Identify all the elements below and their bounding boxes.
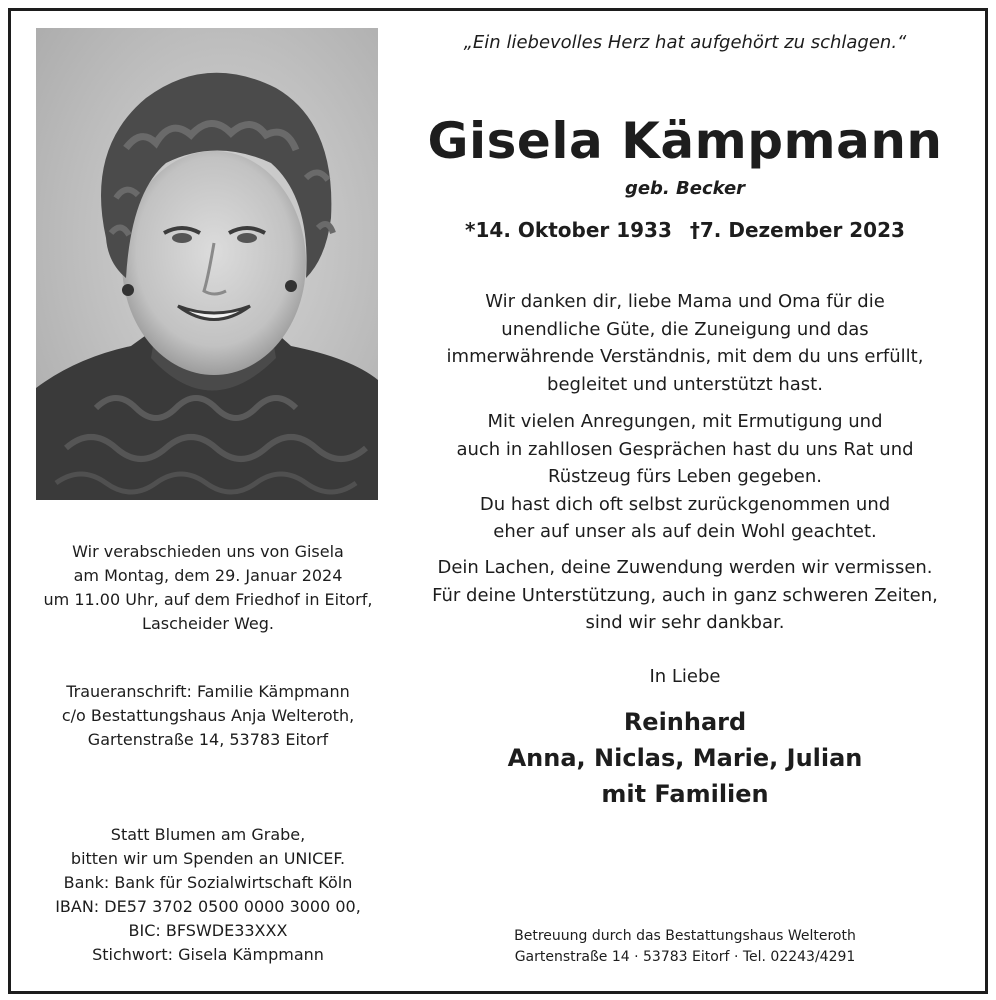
message-paragraph-3 bbox=[418, 554, 952, 637]
message-line: unendliche Güte, die Zuneigung und das bbox=[501, 318, 869, 340]
message-line: auch in zahllosen Gesprächen hast du uns Rat und bbox=[456, 438, 914, 460]
message-paragraph-1 bbox=[418, 288, 952, 398]
donation-line: Statt Blumen am Grabe, bbox=[110, 825, 306, 844]
message-line: Mit vielen Anregungen, mit Ermutigung und bbox=[487, 411, 883, 432]
funeral-line: Lascheider Weg. bbox=[142, 614, 274, 633]
message-line: sind wir sehr dankbar. bbox=[585, 612, 785, 633]
footer-line: Betreuung durch das Bestattungshaus Welteroth bbox=[514, 928, 856, 944]
donation-line: bitten wir um Spenden an UNICEF. bbox=[70, 849, 346, 868]
donation-line: IBAN: DE57 3702 0500 0000 3000 00, bbox=[55, 897, 361, 916]
funeral-info bbox=[28, 540, 388, 636]
donation-line: Bank: Bank für Sozialwirtschaft Köln bbox=[63, 873, 353, 892]
donation-line: Stichwort: Gisela Kämpmann bbox=[92, 945, 324, 964]
funeral-line: Wir verabschieden uns von Gisela bbox=[72, 542, 344, 561]
message-line: Für deine Unterstützung, auch in ganz schweren Zeiten, bbox=[432, 584, 938, 606]
message-line: Wir danken dir, liebe Mama und Oma für die bbox=[485, 291, 885, 312]
deceased-name: Gisela Kämpmann bbox=[427, 112, 943, 170]
mourning-address bbox=[28, 680, 388, 752]
funeral-line: am Montag, dem 29. Januar 2024 bbox=[73, 566, 343, 585]
address-line: Gartenstraße 14, 53783 Eitorf bbox=[87, 730, 329, 749]
funeral-home-footer bbox=[418, 926, 952, 968]
motto-quote: „Ein liebevolles Herz hat aufgehört zu schlagen.“ bbox=[463, 32, 907, 53]
maiden-name: geb. Becker bbox=[624, 178, 746, 199]
message-line: Dein Lachen, deine Zuwendung werden wir vermissen. bbox=[437, 557, 933, 578]
portrait-photo bbox=[36, 28, 378, 500]
funeral-line: um 11.00 Uhr, auf dem Friedhof in Eitorf, bbox=[43, 590, 373, 609]
in-love-label: In Liebe bbox=[649, 666, 721, 687]
message-line: begleitet und unterstützt hast. bbox=[547, 373, 823, 395]
family-signatures bbox=[418, 704, 952, 812]
address-line: Traueranschrift: Familie Kämpmann bbox=[66, 682, 350, 701]
birth-date: *14. Oktober 1933 bbox=[465, 218, 672, 242]
family-line: Anna, Niclas, Marie, Julian bbox=[507, 744, 863, 772]
address-line: c/o Bestattungshaus Anja Welteroth, bbox=[61, 706, 355, 725]
message-line: immerwährende Verständnis, mit dem du uns erfüllt, bbox=[446, 346, 924, 367]
donation-line: BIC: BFSWDE33XXX bbox=[128, 921, 288, 940]
footer-line: Gartenstraße 14 · 53783 Eitorf · Tel. 02243/4291 bbox=[514, 949, 856, 965]
family-line: mit Familien bbox=[601, 780, 769, 808]
death-date: †7. Dezember 2023 bbox=[689, 218, 905, 242]
donation-info bbox=[28, 823, 388, 967]
life-dates bbox=[418, 218, 952, 242]
message-paragraph-2 bbox=[418, 408, 952, 546]
message-line: Rüstzeug fürs Leben gegeben. bbox=[548, 466, 822, 487]
family-line: Reinhard bbox=[623, 708, 747, 736]
message-line: eher auf unser als auf dein Wohl geachtet. bbox=[493, 521, 877, 542]
message-line: Du hast dich oft selbst zurückgenommen und bbox=[479, 493, 891, 515]
